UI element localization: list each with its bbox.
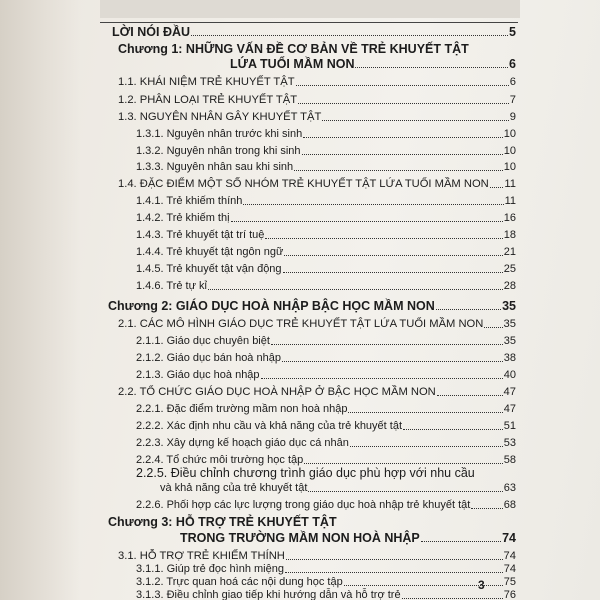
- dot-leader: [261, 374, 503, 379]
- dot-leader: [437, 391, 503, 396]
- chapter-1-title-line2[interactable]: [230, 56, 516, 72]
- toc-entry-page: 28: [503, 280, 516, 292]
- dot-leader: [285, 568, 503, 573]
- toc-entry-1-3-1[interactable]: [136, 126, 516, 142]
- toc-entry-1-4-2[interactable]: [136, 210, 516, 226]
- toc-entry-title: 1.3.3. Nguyên nhân sau khi sinh: [136, 161, 294, 173]
- dot-leader: [283, 268, 503, 273]
- toc-entry-page: 10: [503, 128, 516, 140]
- toc-entry-title: 1.4.3. Trẻ khuyết tật trí tuệ: [136, 229, 265, 241]
- toc-entry-page: 6: [509, 57, 516, 71]
- toc-entry-page: 51: [503, 420, 516, 432]
- chapter-2-title[interactable]: [108, 298, 516, 314]
- dot-leader: [355, 63, 508, 68]
- toc-entry-title: LỜI NÓI ĐẦU: [112, 25, 191, 39]
- dot-leader: [208, 285, 503, 290]
- toc-entry-title: 1.3.1. Nguyên nhân trước khi sinh: [136, 128, 303, 140]
- toc-entry-2-2-5-line2[interactable]: [160, 480, 516, 496]
- toc-entry-title: Chương 2: GIÁO DỤC HOÀ NHẬP BẬC HỌC MẦM NON: [108, 299, 435, 313]
- toc-entry-page: 16: [503, 212, 516, 224]
- toc-entry-1-1[interactable]: [118, 74, 516, 90]
- dot-leader: [303, 133, 503, 138]
- toc-entry-1-3-2[interactable]: [136, 143, 516, 159]
- toc-entry-title: 2.2.2. Xác định nhu cầu và khả năng của trẻ khuyết tật: [136, 420, 403, 432]
- toc-entry-title: LỨA TUỔI MẦM NON: [230, 57, 355, 71]
- toc-entry-2-2-3[interactable]: [136, 435, 516, 451]
- toc-entry-2-2[interactable]: [118, 384, 516, 400]
- toc-preface[interactable]: [112, 24, 516, 40]
- toc-entry-1-3[interactable]: [118, 109, 516, 125]
- toc-entry-title: 2.1.3. Giáo dục hoà nhập: [136, 369, 260, 381]
- dot-leader: [294, 166, 503, 171]
- dot-leader: [191, 31, 508, 36]
- dot-leader: [322, 116, 508, 121]
- toc-entry-page: 11: [504, 178, 516, 190]
- dot-leader: [302, 150, 503, 155]
- toc-entry-1-2[interactable]: [118, 92, 516, 108]
- toc-entry-2-2-5[interactable]: 2.2.5. Điều chỉnh chương trình giáo dục phù hợp với nhu cầu: [136, 466, 475, 480]
- toc-entry-page: 11: [504, 195, 516, 207]
- page-number: 3: [478, 578, 485, 592]
- dot-leader: [490, 183, 504, 188]
- toc-entry-2-2-6[interactable]: [136, 497, 516, 513]
- chapter-3-title-line2[interactable]: [180, 530, 516, 546]
- toc-entry-page: 76: [503, 589, 516, 600]
- toc-entry-page: 68: [503, 499, 516, 511]
- toc-entry-page: 5: [509, 25, 516, 39]
- dot-leader: [296, 81, 509, 86]
- toc-entry-2-1-1[interactable]: [136, 333, 516, 349]
- toc-entry-title: 2.1.1. Giáo dục chuyên biệt: [136, 335, 270, 347]
- dot-leader: [402, 594, 503, 599]
- toc-entry-title: 3.1. HỖ TRỢ TRẺ KHIẾM THÍNH: [118, 550, 285, 562]
- toc-entry-title: TRONG TRƯỜNG MẦM NON HOÀ NHẬP: [180, 531, 420, 545]
- toc-entry-1-3-3[interactable]: [136, 159, 516, 175]
- toc-entry-page: 35: [503, 335, 516, 347]
- toc-entry-page: 35: [502, 299, 516, 313]
- toc-entry-page: 21: [503, 246, 516, 258]
- toc-entry-title: 1.2. PHÂN LOẠI TRẺ KHUYẾT TẬT: [118, 94, 298, 106]
- toc-entry-title: 2.2. TỔ CHỨC GIÁO DỤC HOÀ NHẬP Ở BẬC HỌC MẦM NON: [118, 386, 436, 398]
- toc-entry-page: 63: [503, 482, 516, 494]
- dot-leader: [350, 442, 503, 447]
- dot-leader: [471, 504, 502, 509]
- dot-leader: [282, 357, 503, 362]
- toc-entry-page: 47: [503, 403, 516, 415]
- dot-leader: [286, 555, 503, 560]
- toc-entry-page: 74: [503, 550, 516, 562]
- toc-entry-page: 35: [503, 318, 516, 330]
- toc-entry-1-4-3[interactable]: [136, 227, 516, 243]
- toc-entry-title: 2.1.2. Giáo dục bán hoà nhập: [136, 352, 281, 364]
- toc-entry-page: 74: [502, 531, 516, 545]
- toc-entry-title: 2.2.6. Phối hợp các lực lượng trong giáo dục hoà nhập trẻ khuyết tật: [136, 499, 471, 511]
- toc-entry-title: 1.3.2. Nguyên nhân trong khi sinh: [136, 145, 301, 157]
- dot-leader: [271, 340, 503, 345]
- toc-entry-page: 38: [503, 352, 516, 364]
- dot-leader: [348, 408, 502, 413]
- dot-leader: [304, 459, 502, 464]
- toc-entry-3-1-3[interactable]: [136, 587, 516, 600]
- toc-entry-title: 2.2.4. Tổ chức môi trường học tập: [136, 454, 304, 466]
- toc-entry-title: 1.4.2. Trẻ khiếm thị: [136, 212, 230, 224]
- toc-entry-title: 3.1.1. Giúp trẻ đọc hình miệng: [136, 563, 284, 575]
- toc-entry-title: 3.1.3. Điều chỉnh giao tiếp khi hướng dẫn và hỗ trợ trẻ: [136, 589, 401, 600]
- toc-entry-page: 53: [503, 437, 516, 449]
- toc-entry-2-1-3[interactable]: [136, 367, 516, 383]
- dot-leader: [403, 425, 503, 430]
- toc-entry-title: 1.1. KHÁI NIỆM TRẺ KHUYẾT TẬT: [118, 76, 295, 88]
- toc-entry-page: 58: [503, 454, 516, 466]
- toc-entry-2-2-2[interactable]: [136, 418, 516, 434]
- dot-leader: [243, 200, 503, 205]
- chapter-3-title[interactable]: Chương 3: HỖ TRỢ TRẺ KHUYẾT TẬT: [108, 515, 337, 529]
- toc-entry-1-4-4[interactable]: [136, 244, 516, 260]
- toc-entry-title: 1.3. NGUYÊN NHÂN GÂY KHUYẾT TẬT: [118, 111, 322, 123]
- toc-entry-page: 40: [503, 369, 516, 381]
- dot-leader: [284, 251, 502, 256]
- toc-entry-2-2-1[interactable]: [136, 401, 516, 417]
- toc-entry-title: 1.4. ĐẶC ĐIỂM MỘT SỐ NHÓM TRẺ KHUYẾT TẬT LỨA TUỔI MẦM NON: [118, 178, 489, 190]
- dot-leader: [298, 99, 509, 104]
- toc-entry-1-4-1[interactable]: [136, 193, 516, 209]
- dot-leader: [308, 487, 502, 492]
- dot-leader: [436, 305, 501, 310]
- toc-entry-title: 1.4.6. Trẻ tự kỉ: [136, 280, 207, 292]
- toc-entry-title: và khả năng của trẻ khuyết tật: [160, 482, 308, 494]
- chapter-1-title[interactable]: Chương 1: NHỮNG VẤN ĐỀ CƠ BẢN VỀ TRẺ KHUYẾT TẬT: [118, 42, 469, 56]
- toc-entry-page: 75: [503, 576, 516, 588]
- toc-entry-1-4-6[interactable]: [136, 278, 516, 294]
- dot-leader: [265, 234, 502, 239]
- dot-leader: [231, 217, 503, 222]
- toc-entry-page: 18: [503, 229, 516, 241]
- toc-entry-title: 2.2.1. Đặc điểm trường mầm non hoà nhập: [136, 403, 348, 415]
- toc-entry-page: 9: [509, 111, 516, 123]
- toc-entry-title: 1.4.5. Trẻ khuyết tật vận động: [136, 263, 282, 275]
- toc-entry-1-4[interactable]: [118, 176, 516, 192]
- toc-entry-2-1-2[interactable]: [136, 350, 516, 366]
- toc-entry-page: 74: [503, 563, 516, 575]
- toc-entry-title: 2.1. CÁC MÔ HÌNH GIÁO DỤC TRẺ KHUYẾT TẬT LỨA TUỔI MẦM NON: [118, 318, 484, 330]
- toc-entry-title: 2.2.3. Xây dựng kế hoạch giáo dục cá nhân: [136, 437, 349, 449]
- dot-leader: [421, 537, 501, 542]
- toc-entry-title: 1.4.4. Trẻ khuyết tật ngôn ngữ: [136, 246, 284, 258]
- toc-entry-page: 10: [503, 161, 516, 173]
- toc-entry-page: 6: [509, 76, 516, 88]
- toc-entry-2-1[interactable]: [118, 316, 516, 332]
- toc-entry-page: 10: [503, 145, 516, 157]
- toc-entry-title: 3.1.2. Trực quan hoá các nội dung học tập: [136, 576, 343, 588]
- dot-leader: [484, 323, 502, 328]
- toc-entry-page: 47: [503, 386, 516, 398]
- toc-entry-title: 1.4.1. Trẻ khiếm thính: [136, 195, 243, 207]
- toc-entry-page: 25: [503, 263, 516, 275]
- toc-entry-page: 7: [509, 94, 516, 106]
- toc-entry-1-4-5[interactable]: [136, 261, 516, 277]
